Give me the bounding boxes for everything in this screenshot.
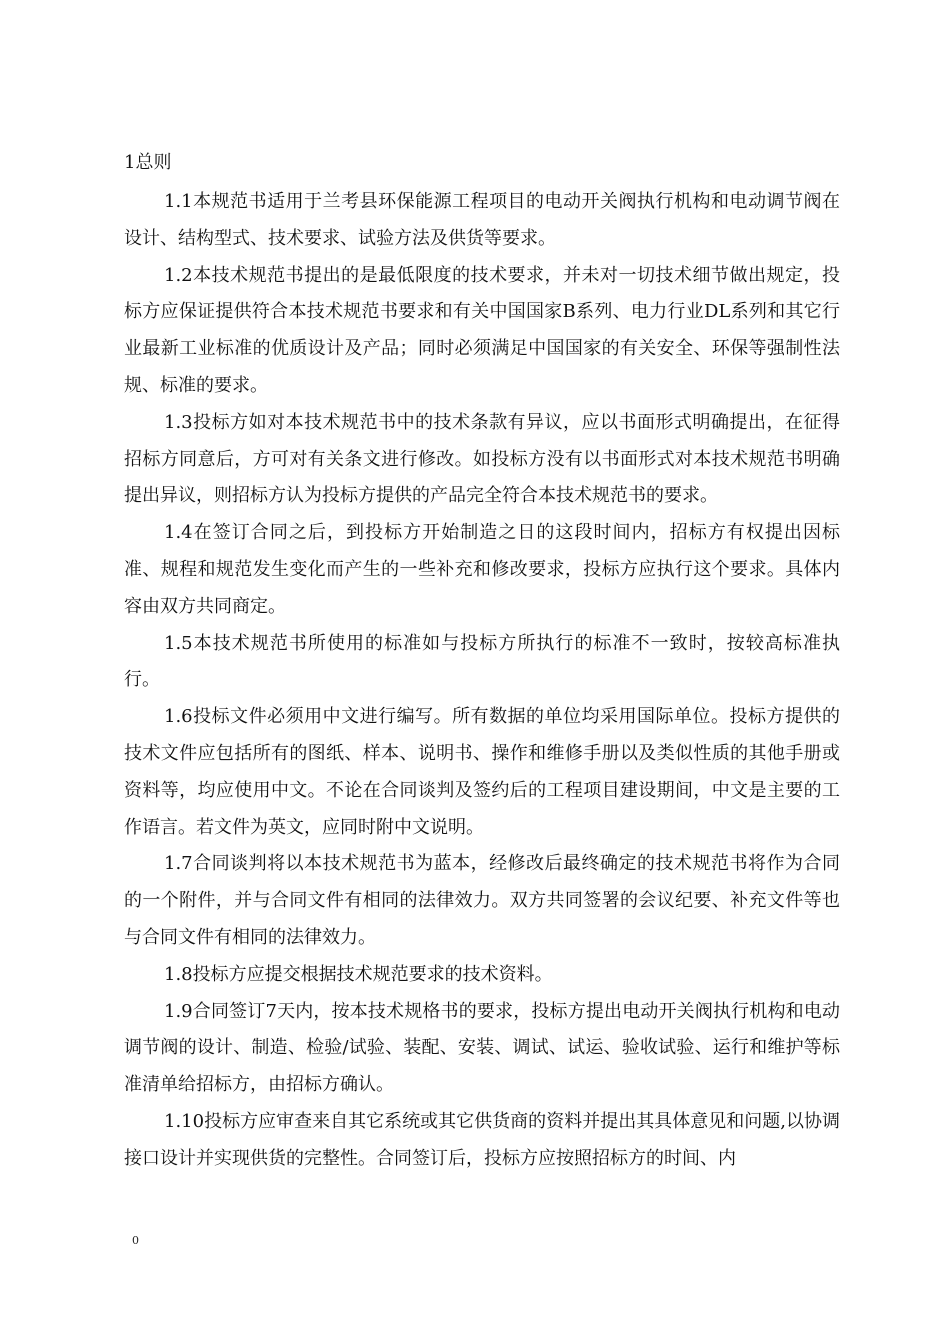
paragraph-1-6: 1.6投标文件必须用中文进行编写。所有数据的单位均采用国际单位。投标方提供的技术文件应包括所有的图纸、样本、说明书、操作和维修手册以及类似性质的其他手册或资料等，均应使用中文。不论在合同谈判及签约后的工程项目建设期间，中文是主要的工作语言。若文件为英文，应同时附中文说明。 bbox=[124, 706, 840, 838]
paragraph-1-10: 1.10投标方应审查来自其它系统或其它供货商的资料并提出其具体意见和问题,以协调接口设计并实现供货的完整性。合同签订后，投标方应按照招标方的时间、内 bbox=[124, 1110, 840, 1169]
paragraph-1-4: 1.4在签订合同之后，到投标方开始制造之日的这段时间内，招标方有权提出因标准、规程和规范发生变化而产生的一些补充和修改要求，投标方应执行这个要求。具体内容由双方共同商定。 bbox=[124, 522, 840, 617]
paragraph-1-9: 1.9合同签订7天内，按本技术规格书的要求，投标方提出电动开关阀执行机构和电动调节阀的设计、制造、检验/试验、装配、安装、调试、试运、验收试验、运行和维护等标准清单给招标方，由招标方确认。 bbox=[124, 1000, 840, 1096]
page-number: 0 bbox=[132, 1234, 139, 1247]
document-body bbox=[124, 146, 840, 1178]
paragraph-1-7: 1.7合同谈判将以本技术规范书为蓝本，经修改后最终确定的技术规范书将作为合同的一个附件，并与合同文件有相同的法律效力。双方共同签署的会议纪要、补充文件等也与合同文件有相同的法律效力。 bbox=[124, 853, 840, 948]
paragraph-1-5: 1.5本技术规范书所使用的标准如与投标方所执行的标准不一致时，按较高标准执行。 bbox=[124, 632, 840, 691]
paragraph-1-3: 1.3投标方如对本技术规范书中的技术条款有异议，应以书面形式明确提出，在征得招标方同意后，方可对有关条文进行修改。如投标方没有以书面形式对本技术规范书明确提出异议，则招标方认为投标方提供的产品完全符合本技术规范书的要求。 bbox=[124, 411, 840, 507]
paragraph-1-8: 1.8投标方应提交根据技术规范要求的技术资料。 bbox=[164, 963, 553, 985]
paragraph-1-2: 1.2本技术规范书提出的是最低限度的技术要求，并未对一切技术细节做出规定，投标方应保证提供符合本技术规范书要求和有关中国国家B系列、电力行业DL系列和其它行业最新工业标准的优质设计及产品；同时必须满足中国国家的有关安全、环保等强制性法规、标准的要求。 bbox=[124, 264, 840, 396]
paragraph-1-1: 1.1本规范书适用于兰考县环保能源工程项目的电动开关阀执行机构和电动调节阀在设计、结构型式、技术要求、试验方法及供货等要求。 bbox=[124, 191, 840, 249]
section-heading: 1总则 bbox=[124, 152, 172, 173]
